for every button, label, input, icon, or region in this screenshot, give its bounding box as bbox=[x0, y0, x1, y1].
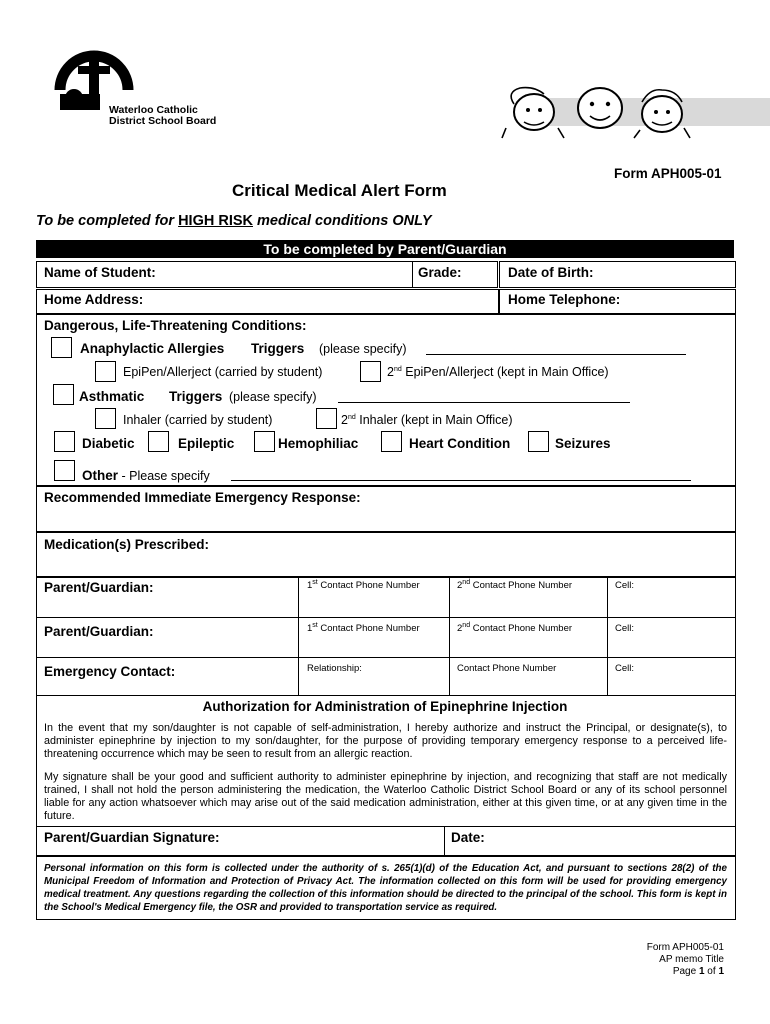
diabetic-label: Diabetic bbox=[82, 436, 135, 451]
medications-label: Medication(s) Prescribed: bbox=[44, 537, 210, 552]
other-checkbox[interactable] bbox=[54, 460, 75, 481]
inhaler-student-checkbox[interactable] bbox=[95, 408, 116, 429]
inhaler-student-label bbox=[123, 413, 272, 427]
emergency-contact-label: Emergency Contact: bbox=[44, 664, 176, 679]
parent2-label: Parent/Guardian: bbox=[44, 624, 154, 639]
epipen-student-checkbox[interactable] bbox=[95, 361, 116, 382]
parent1-cell-label: Cell: bbox=[615, 580, 635, 591]
please-specify-label: (please specify) bbox=[319, 342, 407, 356]
parent1-phone2-label bbox=[457, 579, 572, 591]
subtitle-underlined: HIGH RISK bbox=[178, 213, 253, 229]
epipen-name: EpiPen/Allerject bbox=[123, 365, 212, 379]
parent2-phone1-label bbox=[307, 622, 420, 634]
hemophiliac-checkbox[interactable] bbox=[254, 431, 275, 452]
p1-first-num: 1 bbox=[307, 580, 313, 592]
form-number: Form APH005-01 bbox=[614, 166, 722, 181]
epileptic-label: Epileptic bbox=[178, 436, 235, 451]
section-header-text: To be completed by Parent/Guardian bbox=[263, 241, 507, 257]
epipen-main-text: EpiPen/Allerject (kept in Main Office) bbox=[405, 365, 609, 379]
carried-by-student: (carried by student) bbox=[214, 365, 323, 379]
seizures-label: Seizures bbox=[555, 436, 611, 451]
subtitle-pre: To be completed for bbox=[36, 213, 179, 229]
emergency-cell-label: Cell: bbox=[615, 663, 635, 674]
second-suffix: nd bbox=[393, 365, 402, 373]
triggers-label: Triggers bbox=[251, 341, 305, 356]
inhaler-second-suffix: nd bbox=[347, 413, 356, 421]
authorization-para2: My signature shall be your good and sufficient authority to administer epinephrine by injection, and recognizing that staff are not medically trained, I shall not hold the person administering the medication, the Waterloo Catholic District School Board or any of its school personnel liable for any action whatsoever which may arise out of the said medication administration, either at this given time, or at any given time in the future. bbox=[44, 771, 727, 822]
inhaler-main-text: Inhaler (kept in Main Office) bbox=[359, 413, 513, 427]
parent1-phone1-label bbox=[307, 579, 420, 591]
heart-condition-checkbox[interactable] bbox=[381, 431, 402, 452]
p1-second-num: 2 bbox=[457, 580, 463, 592]
home-address-label: Home Address: bbox=[44, 292, 144, 307]
p2-first-num: 1 bbox=[307, 623, 313, 635]
p2-second-num: 2 bbox=[457, 623, 463, 635]
p1-contact-phone-2: Contact Phone Number bbox=[470, 580, 573, 592]
student-name-label: Name of Student: bbox=[44, 265, 156, 280]
diabetic-checkbox[interactable] bbox=[54, 431, 75, 452]
privacy-notice: Personal information on this form is collected under the authority of s. 265(1)(d) of the Education Act, and pursuant to sections 28(2) of the Municipal Freedom of Information and Protection of Privacy Act. The information collected on this form will be used for providing emergency medical treatment. Any questions regarding the collection of this information should be directed to the principal of the school. This form is kept in the School's Medical Emergency file, the OSR and provided to transportation service as required. bbox=[44, 863, 727, 913]
grade-label: Grade: bbox=[418, 265, 462, 280]
p2-contact-phone: Contact Phone Number bbox=[317, 623, 420, 635]
asthma-triggers-label: Triggers bbox=[169, 389, 223, 404]
board-name-line2: District School Board bbox=[109, 115, 217, 127]
anaphylactic-triggers-line[interactable] bbox=[426, 354, 686, 355]
heart-condition-label: Heart Condition bbox=[409, 436, 511, 451]
p1-contact-phone: Contact Phone Number bbox=[317, 580, 420, 592]
other-text: Other bbox=[82, 468, 119, 483]
signature-label: Parent/Guardian Signature: bbox=[44, 830, 220, 845]
anaphylactic-label: Anaphylactic Allergies bbox=[80, 341, 225, 356]
p2-second-suffix: nd bbox=[462, 622, 471, 629]
p2-contact-phone-2: Contact Phone Number bbox=[470, 623, 573, 635]
conditions-heading: Dangerous, Life-Threatening Conditions: bbox=[44, 318, 307, 333]
other-specify: - Please specify bbox=[118, 469, 210, 483]
hemophiliac-label: Hemophiliac bbox=[278, 436, 359, 451]
emergency-phone-label: Contact Phone Number bbox=[457, 663, 557, 674]
page-word: Page bbox=[672, 966, 699, 977]
date-field[interactable] bbox=[444, 826, 736, 856]
page-num: 1 bbox=[698, 966, 705, 977]
footer-form-number: Form APH005-01 bbox=[646, 942, 724, 953]
epipen-student-label bbox=[123, 365, 322, 379]
parent2-cell-label: Cell: bbox=[615, 623, 635, 634]
epipen-office-label bbox=[387, 365, 609, 379]
board-name-line1: Waterloo Catholic bbox=[109, 104, 198, 116]
page-title: Critical Medical Alert Form bbox=[232, 181, 447, 200]
p1-second-suffix: nd bbox=[462, 579, 471, 586]
parent1-label: Parent/Guardian: bbox=[44, 580, 154, 595]
epileptic-checkbox[interactable] bbox=[148, 431, 169, 452]
p1-first-suffix: st bbox=[312, 579, 318, 586]
parent2-phone2-label bbox=[457, 622, 572, 634]
second-num: 2 bbox=[387, 365, 394, 379]
footer-memo-title: AP memo Title bbox=[659, 954, 724, 965]
kids-faces-logo bbox=[500, 80, 770, 140]
form-subtitle bbox=[36, 213, 432, 229]
authorization-para1: In the event that my son/daughter is not capable of self-administration, I hereby authorize and instruct the Principal, or designate(s), to administer epinephrine by injection to my son/daughter, for the purpose of providing temporary emergency response to a perceived life-threatening occurrence which may be seen to result from an allergic reaction. bbox=[44, 722, 727, 760]
inhaler-carried: (carried by student) bbox=[164, 413, 273, 427]
date-label: Date: bbox=[451, 830, 485, 845]
inhaler-name: Inhaler bbox=[123, 413, 162, 427]
footer-page-number bbox=[673, 966, 724, 977]
epipen-office-checkbox[interactable] bbox=[360, 361, 381, 382]
authorization-title: Authorization for Administration of Epinephrine Injection bbox=[202, 699, 568, 714]
home-telephone-label: Home Telephone: bbox=[508, 292, 621, 307]
relationship-label: Relationship: bbox=[307, 663, 362, 674]
page-total: 1 bbox=[718, 966, 724, 977]
other-specify-line[interactable] bbox=[231, 480, 691, 481]
anaphylactic-checkbox[interactable] bbox=[51, 337, 72, 358]
seizures-checkbox[interactable] bbox=[528, 431, 549, 452]
inhaler-second-num: 2 bbox=[341, 413, 348, 427]
asthmatic-label: Asthmatic bbox=[79, 389, 145, 404]
inhaler-office-checkbox[interactable] bbox=[316, 408, 337, 429]
of-word: of bbox=[704, 966, 719, 977]
dob-label: Date of Birth: bbox=[508, 265, 594, 280]
asthmatic-checkbox[interactable] bbox=[53, 384, 74, 405]
asthma-please-specify: (please specify) bbox=[229, 390, 317, 404]
asthma-triggers-line[interactable] bbox=[338, 402, 630, 403]
emergency-response-label: Recommended Immediate Emergency Response: bbox=[44, 490, 361, 505]
subtitle-post: medical conditions ONLY bbox=[252, 213, 432, 229]
other-label bbox=[82, 468, 210, 483]
inhaler-office-label bbox=[341, 413, 513, 427]
p2-first-suffix: st bbox=[312, 622, 318, 629]
